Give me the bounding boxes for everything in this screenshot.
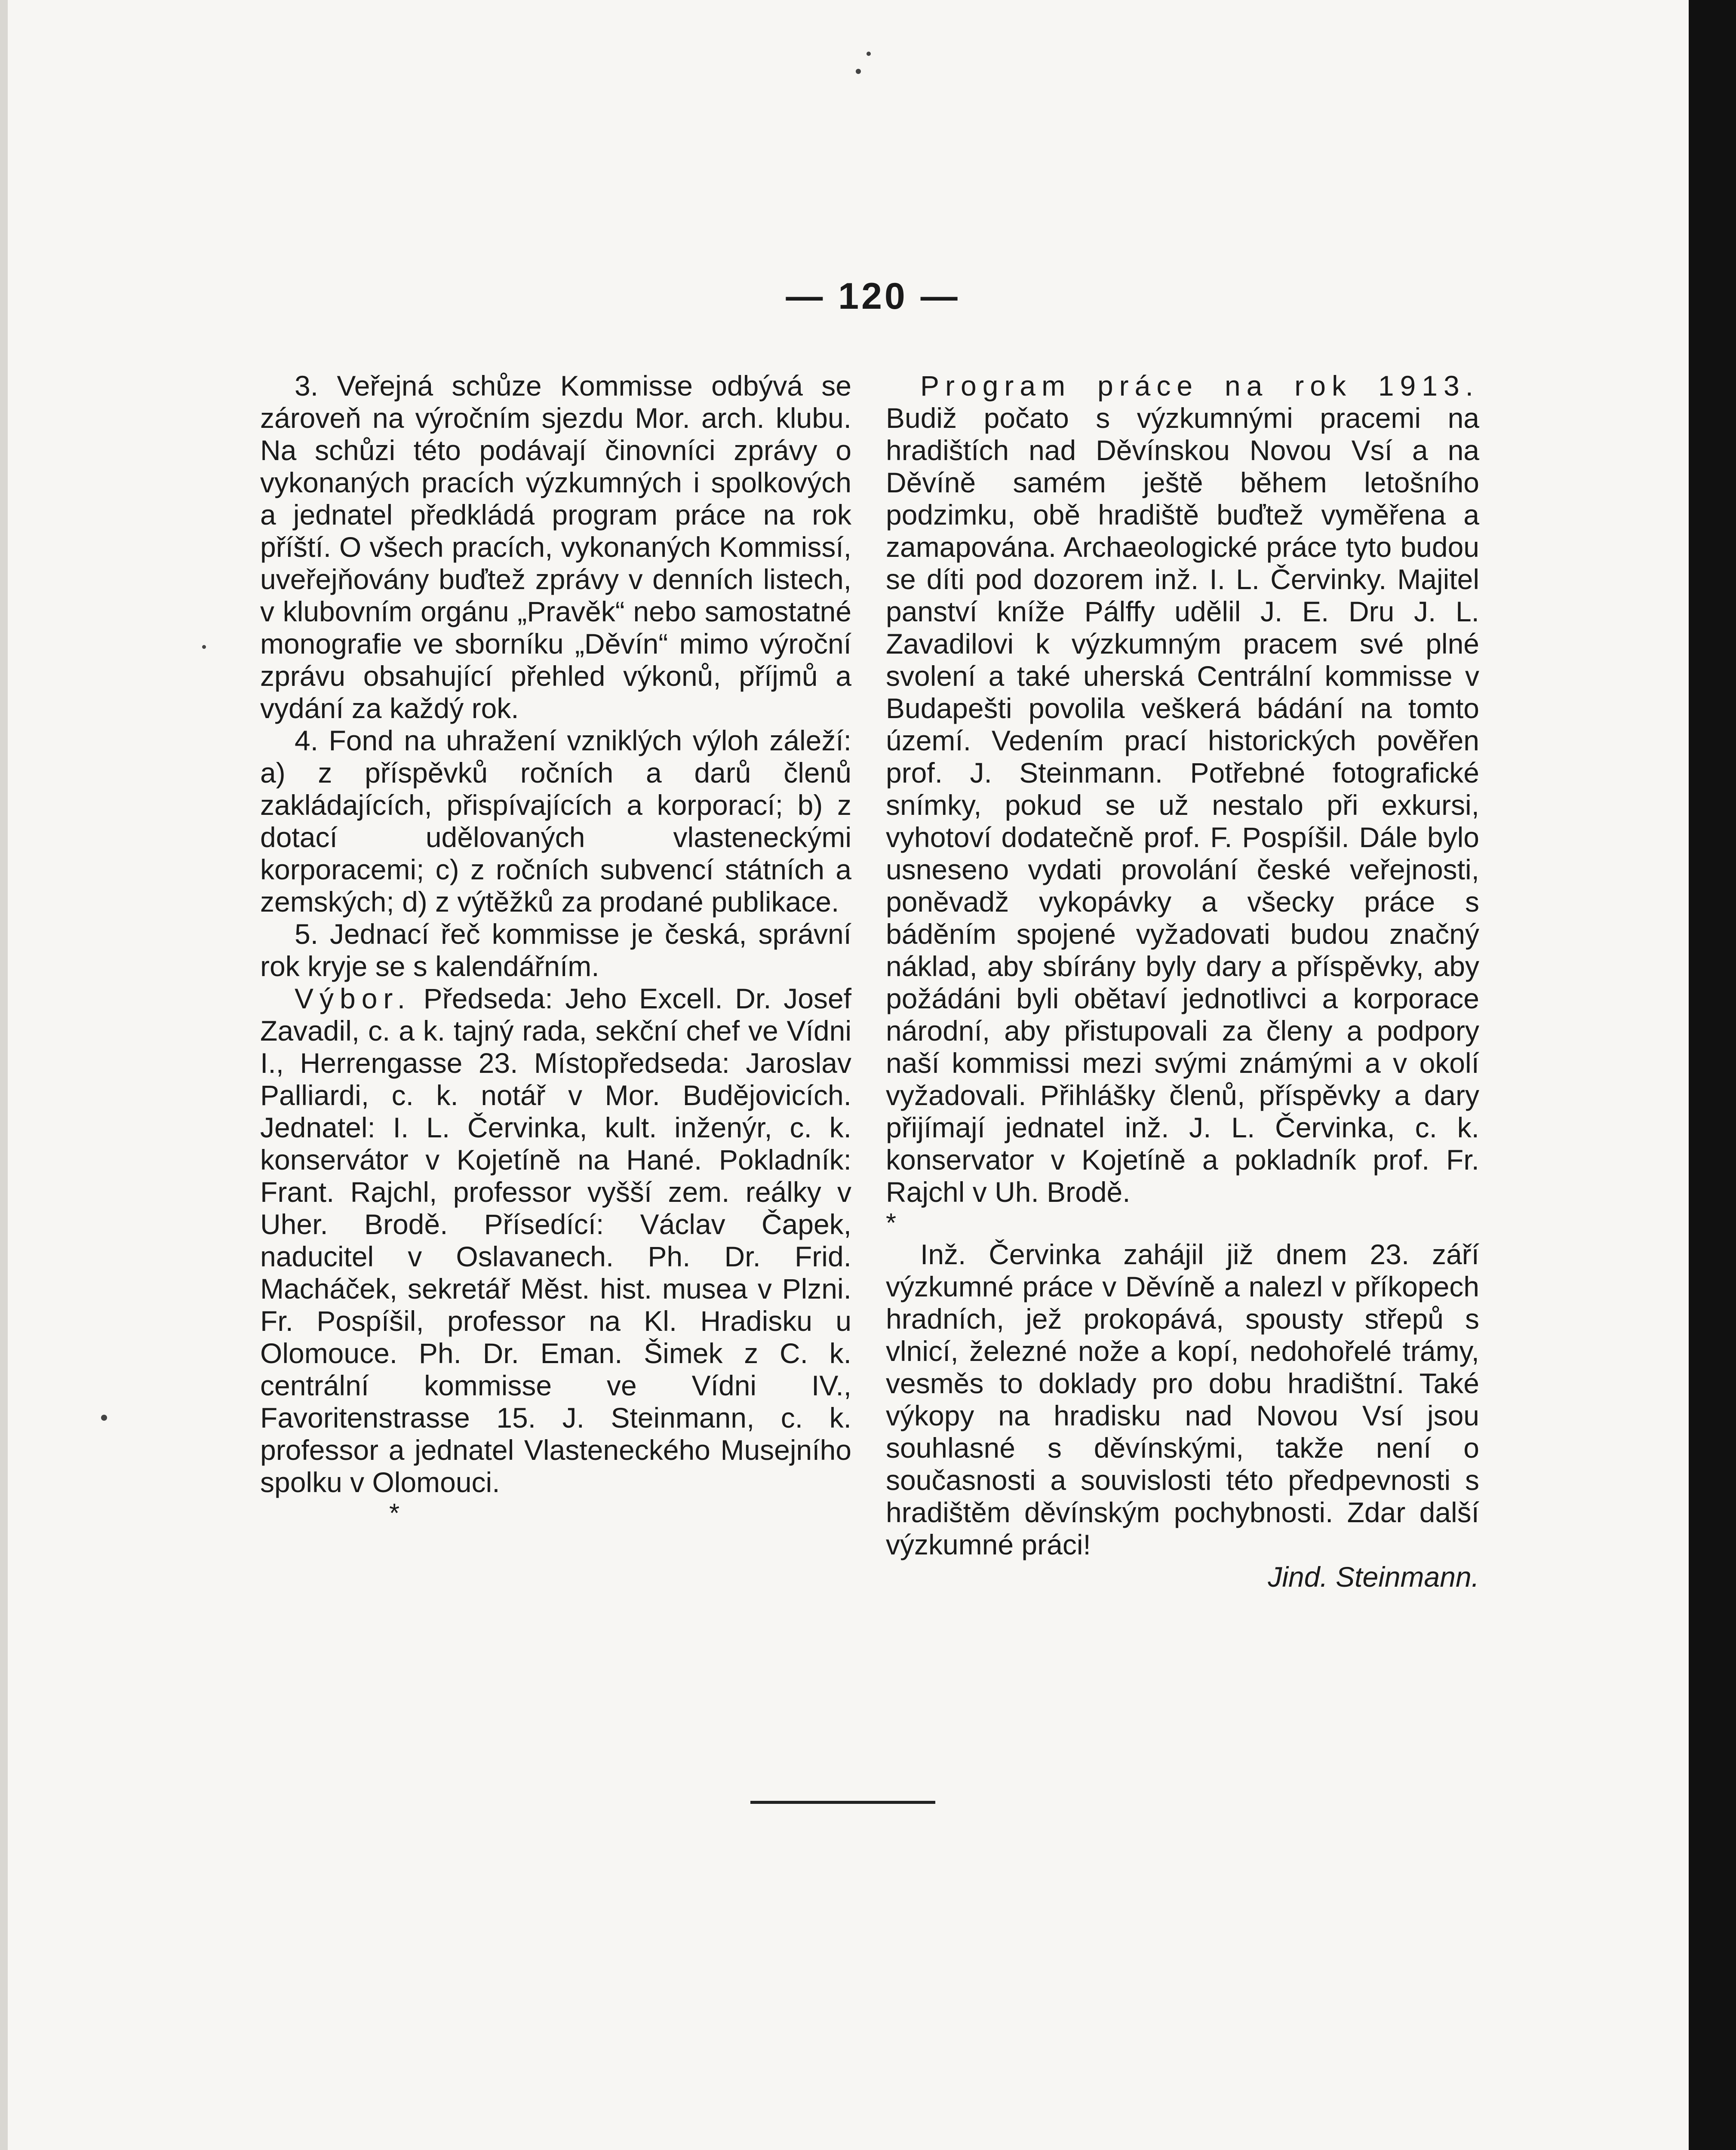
scan-right-edge xyxy=(1689,0,1736,2150)
paragraph-5: 5. Jednací řeč kommisse je česká, správní rok kryje se s kalendářním. xyxy=(260,918,851,982)
dust-speck xyxy=(101,1415,107,1421)
closing-paragraph xyxy=(886,1238,1479,1561)
section-separator-star: * xyxy=(886,1208,897,1238)
left-column xyxy=(260,370,851,1529)
closing-text: Inž. Červinka zahájil již dnem 23. září výzkumné práce v Děvíně a nalezl v příkopech hradních, jež prokopává, spousty střepů s vlnicí, železné nože a kopí, nedohořelé trámy, vesměs to doklady pro dobu hradištní. Také výkopy na hradisku nad Novou Vsí jsou souhlasné s děvínskými, takže není o současnosti a souvislosti této předpevnosti s hradištěm děvínským pochybnosti. Zdar další výzkumné práci! xyxy=(886,1238,1479,1560)
program-heading: Program práce na rok 1913. xyxy=(920,370,1479,402)
paragraph-3: 3. Veřejná schůze Kommisse odbývá se zároveň na výročním sjezdu Mor. arch. klubu. Na schůzi této podávají činovníci zprávy o vykonaných pracích výzkumných i spolkových a jednatel předkládá program práce na rok příští. O všech pracích, vykonaných Kommissí, uveřejňovány buďtež zprávy v denních listech, v klubovním orgánu „Pravěk“ nebo samostatné monografie ve sborníku „Děvín“ mimo výroční zprávu obsahující přehled výkonů, příjmů a vydání za každý rok. xyxy=(260,370,851,724)
program-text: Budiž počato s výzkumnými pracemi na hradištích nad Děvínskou Novou Vsí a na Děvíně samém ještě během letošního podzimku, obě hradiště buďtež vyměřena a zamapována. Archaeologické práce tyto budou se díti pod dozorem inž. I. L. Červinky. Majitel panství kníže Pálffy udělil J. E. Dru J. L. Zavadilovi k výzkumným pracem své plné svolení a také uherská Centrální kommisse v Budapešti povolila veškerá bádání na tomto území. Vedením prací historických pověřen prof. J. Steinmann. Potřebné fotografické snímky, pokud se už nestalo při exkursi, vyhotoví dodatečně prof. F. Pospíšil. Dále bylo usneseno vydati provolání české veřejnosti, poněvadž vykopávky a všecky práce s báděním spojené vyžadovati budou značný náklad, aby sbírány byly dary a příspěvky, aby požádáni byli obětaví jednotlivci a korporace národní, aby přistupovali za členy a podpory naší kommissi mezi svými známými a v okolí vyžadovali. Přihlášky členů, příspěvky a dary přijímají jednatel inž. J. L. Červinka, c. k. konservator v Kojetíně a pokladník prof. Fr. Rajchl v Uh. Brodě. xyxy=(886,402,1479,1208)
paragraph-4: 4. Fond na uhražení vzniklých výloh záleží: a) z příspěvků ročních a darů členů zakládajících, přispívajících a korporací; b) z dotací udělovaných vlasteneckými korporacemi; c) z ročních subvencí státních a zemských; d) z výtěžků za prodané publikace. xyxy=(260,725,851,918)
signature-text: Jind. Steinmann. xyxy=(1268,1561,1479,1593)
section-separator-star: * xyxy=(389,1499,400,1528)
committee-heading: Výbor. xyxy=(295,983,412,1014)
page-number: — 120 — xyxy=(786,276,960,317)
dust-speck xyxy=(202,645,206,649)
program-paragraph xyxy=(886,370,1479,1208)
author-signature xyxy=(886,1561,1479,1593)
end-rule xyxy=(750,1801,935,1804)
scan-left-edge xyxy=(0,0,8,2150)
committee-paragraph xyxy=(260,983,851,1499)
right-column xyxy=(886,370,1479,1593)
dust-speck xyxy=(856,69,861,74)
dust-speck xyxy=(866,52,871,56)
committee-text: Předseda: Jeho Excell. Dr. Josef Zavadil, c. a k. tajný rada, sekční chef ve Vídni I., Herrengasse 23. Místopředseda: Jaroslav Palliardi, c. k. notář v Mor. Budějovicích. Jednatel: I. L. Červinka, kult. inženýr, c. k. konservátor v Kojetíně na Hané. Pokladník: Frant. Rajchl, professor vyšší zem. reálky v Uher. Brodě. Přísedící: Václav Čapek, naducitel v Oslavanech. Ph. Dr. Frid. Macháček, sekretář Měst. hist. musea v Plzni. Fr. Pospíšil, professor na Kl. Hradisku u Olomouce. Ph. Dr. Eman. Šimek z C. k. centrální kommisse ve Vídni IV., Favoritenstrasse 15. J. Steinmann, c. k. professor a jednatel Vlasteneckého Musejního spolku v Olomouci. xyxy=(260,983,851,1498)
